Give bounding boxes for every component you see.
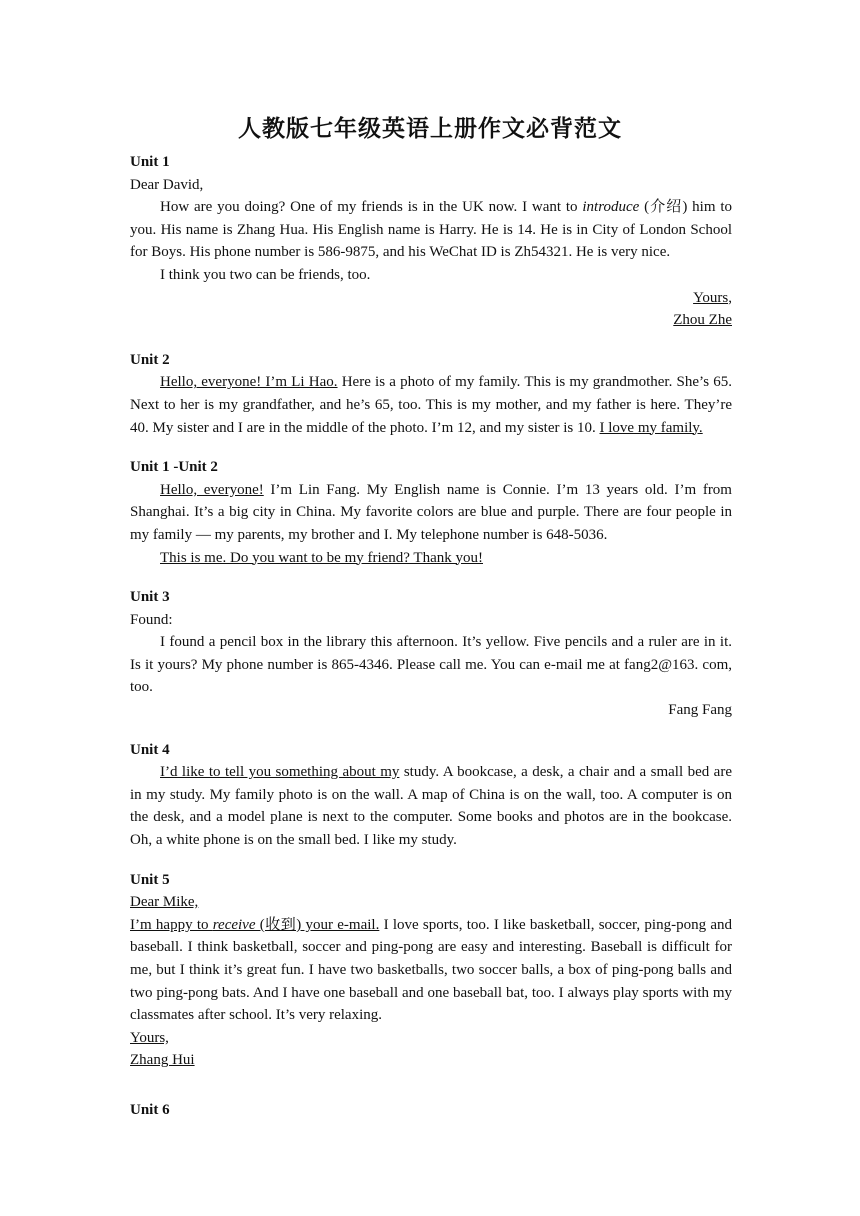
unit3-signature: Fang Fang [668, 702, 732, 719]
unit1-text-c: (介绍) him to you. His name is Zhang Hua. His English name is Harry. He is 14. He is in City of London School for Boys. His phone number is 586-9875, and his WeChat ID is Zh54321. He is very nice. [130, 199, 732, 261]
unit5-opening [130, 917, 379, 933]
unit1-text-a: How are you doing? One of my friends is in the UK now. I want to [160, 199, 583, 216]
unit4-paragraph [130, 761, 732, 851]
unit3-body: I found a pencil box in the library this afternoon. It’s yellow. Five pencils and a ruler are in it. Is it yours? My phone number is 865-4346. Please call me. You can e-mail me at fang2@163. com, too. [130, 634, 732, 696]
unit2-body: Here is a photo of my family. This is my grandmother. She’s 65. Next to her is my grandfather, and he’s 65, too. This is my mother, and my father is here. They’re 40. My sister and I are in the middle of the photo. I’m 12, and my sister is 10. [130, 374, 732, 436]
unit5-word-receive: receive [212, 916, 256, 933]
unit1-greeting: Dear David, [130, 176, 204, 193]
document-body [130, 151, 732, 1122]
unit5-greeting: Dear Mike, [130, 894, 199, 911]
unit5-signature: Zhang Hui [130, 1052, 195, 1069]
unit5-signature-line [130, 1049, 732, 1072]
unit2-opening: Hello, everyone! I’m Li Hao. [160, 374, 338, 391]
unit5-heading: Unit 5 [130, 871, 170, 888]
unit1-paragraph-1 [130, 196, 732, 264]
unit3-heading: Unit 3 [130, 589, 170, 606]
unit12-paragraph [130, 479, 732, 547]
unit12-ending-line [130, 547, 732, 570]
unit2-heading: Unit 2 [130, 351, 170, 368]
unit5-opening-c: (收到) your e-mail. [255, 916, 380, 933]
unit4-opening: I’d like to tell you something about my [160, 764, 400, 781]
unit1-word-introduce: introduce [582, 199, 640, 216]
unit5-body: I love sports, too. I like basketball, soccer, ping-pong and baseball. I think basketball, soccer and ping-pong are easy and interesting. Baseball is difficult for me, but I think it’s great fun. I have two basketballs, two soccer balls, a box of ping-pong balls and two ping-pong bats. And I have one baseball and one baseball bat, too. I always play sports with my classmates after school. It’s very relaxing. [130, 916, 733, 1024]
unit5-opening-a: I’m happy to [130, 916, 213, 933]
unit12-opening: Hello, everyone! [160, 481, 264, 498]
unit4-body: study. A bookcase, a desk, a chair and a small bed are in my study. My family photo is on the wall. A map of China is on the wall, too. A computer is on the desk, and a model plane is next to the computer. Some books and photos are in the bookcase. Oh, a white phone is on the small bed. I like my study. [130, 764, 732, 849]
unit5-closing: Yours, [130, 1029, 169, 1046]
unit3-label: Found: [130, 611, 173, 628]
unit1-signature: Zhou Zhe [673, 312, 732, 329]
document-title: 人教版七年级英语上册作文必背范文 [238, 116, 622, 142]
unit5-greeting-line [130, 891, 732, 914]
unit2-ending: I love my family. [599, 419, 703, 436]
unit5-paragraph [130, 914, 732, 1027]
unit4-heading: Unit 4 [130, 741, 170, 758]
unit5-closing-line [130, 1027, 732, 1050]
unit12-body: I’m Lin Fang. My English name is Connie. I’m 13 years old. I’m from Shanghai. It’s a big city in China. My favorite colors are blue and purple. There are four people in my family — my parents, my brother and I. My telephone number is 648-5036. [130, 481, 732, 543]
unit1-closing: Yours, [693, 289, 732, 306]
unit2-paragraph [130, 371, 732, 439]
unit1-heading: Unit 1 [130, 154, 170, 170]
unit12-ending: This is me. Do you want to be my friend? Thank you! [160, 549, 483, 566]
unit1-closing-line [130, 287, 732, 310]
unit1-signature-line [130, 309, 732, 332]
unit6-heading: Unit 6 [130, 1101, 170, 1118]
unit12-heading: Unit 1 -Unit 2 [130, 459, 218, 476]
unit1-paragraph-2: I think you two can be friends, too. [160, 266, 371, 283]
